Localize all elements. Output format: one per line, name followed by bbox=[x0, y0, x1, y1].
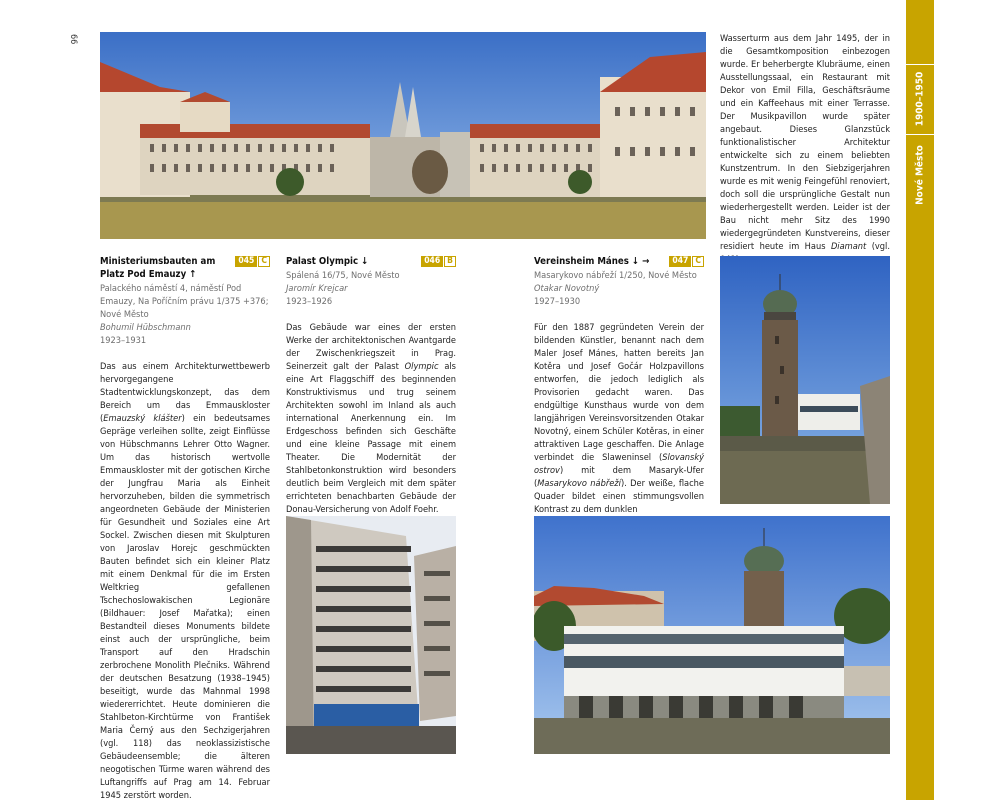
entry-047-architect: Otakar Novotný bbox=[534, 283, 600, 294]
entry-047-badge-number: 047 bbox=[669, 256, 691, 267]
continuation-i1: Diamant bbox=[830, 241, 867, 252]
entry-046-body-i1: Olympic bbox=[404, 361, 439, 372]
photo-ministry-buildings bbox=[100, 32, 706, 239]
entry-047-body bbox=[534, 321, 704, 516]
entry-047-badge bbox=[669, 256, 704, 267]
entry-046-badge bbox=[421, 256, 456, 267]
entry-045-body-p1: Das aus einem Architekturwettbewerb hervorgegangene Stadtentwicklungskonzept, das dem Bereich um das Emmauskloster ( bbox=[100, 361, 270, 424]
section-years-tab bbox=[906, 64, 934, 135]
entry-045-address-line1: Palackého náměstí 4, náměstí Pod bbox=[100, 283, 242, 294]
entry-045-badge bbox=[235, 256, 270, 267]
section-years-label: 1900–1950 bbox=[914, 71, 926, 127]
entry-047-body-i1: Slovanský ostrov bbox=[534, 452, 704, 476]
entry-047-body-p2: ) mit dem Masaryk-Ufer ( bbox=[534, 465, 704, 489]
entry-047-body-i2: Masarykovo nábřeží bbox=[537, 478, 621, 489]
entry-046-body bbox=[286, 321, 456, 516]
entry-046-badge-letter: B bbox=[444, 256, 456, 267]
entry-045-body-i1: Emauzský klášter bbox=[103, 413, 182, 424]
continuation-p1: Wasserturm aus dem Jahr 1495, der in die Gesamtkomposition einbezogen wurde. Er beherbergte Klubräume, einen Ausstellungssaal, ein Restaurant mit Dekor von Emil Filla, Geschäftsräume und ein Kaffeehaus mit einer Terrasse. Der Musikpavillon wurde später angebaut. Dieses Glanzstück funktionalistischer Architektur entwickelte sich zu einem beliebten Kunstzentrum. In den Siebzigerjahren wurde es mit wenig Feingefühl renoviert, doch soll die ursprüngliche Gestalt nun wiederhergestellt werden. Leider ist der Bau nicht mehr Sitz des 1990 wiedergegründeten Kunstvereins, dieser residiert heute im Haus bbox=[720, 33, 890, 252]
entry-046-badge-number: 046 bbox=[421, 256, 443, 267]
entry-045-badge-number: 045 bbox=[235, 256, 257, 267]
entry-045-architect: Bohumil Hübschmann bbox=[100, 322, 191, 333]
entry-047-years: 1927–1930 bbox=[534, 296, 581, 307]
photo-manes-building bbox=[534, 516, 890, 754]
entry-045-body bbox=[100, 360, 270, 802]
entry-046-body-p1: Das Gebäude war eines der ersten Werke der architektonischen Avantgarde der Zwischenkriegszeit in Prag. Seinerzeit galt der Palast bbox=[286, 322, 456, 372]
entry-047-continuation bbox=[720, 32, 890, 266]
photo-palast-olympic bbox=[286, 516, 456, 754]
section-sidebar bbox=[906, 0, 934, 800]
entry-047-title: Vereinsheim Mánes ↓ → bbox=[534, 256, 650, 267]
entry-046-body-p2: als eine Art Flaggschiff des beginnenden Konstruktivismus und trug seinem Architekten sowohl im Inland als auch international Anerkennung ein. Im Erdgeschoss befinden sich Geschäfte und eine kleine Passage mit einem Theater. Die Modernität der Stahlbetonkonstruktion wird besonders deutlich beim Vergleich mit dem später errichteten benachbarten Gebäude der Donau-Versicherung von Adolf Foehr. bbox=[286, 361, 456, 515]
entry-045-address-line3: Nové Město bbox=[100, 309, 149, 320]
entry-046-architect: Jaromír Krejcar bbox=[286, 283, 348, 294]
left-page-number: 66 bbox=[68, 34, 78, 45]
entry-046-address: Spálená 16/75, Nové Město bbox=[286, 270, 400, 281]
entry-045-title-line2: Platz Pod Emauzy ↑ bbox=[100, 268, 197, 280]
entry-045-body-p2: ) ein bedeutsames Gepräge verleihen sollte, zeigt Einflüsse von Hübschmanns Lehrer Otto Wagner. Um das historisch wertvolle Emmauskloster mit der gotischen Kirche der Jungfrau Maria als Einheit hervorzuheben, bilden die symmetrisch angeordneten Gebäude der Ministerien für Gesundheit und Soziales eine Art Sockel. Zwischen diesen mit Skulpturen von Jaroslav Horejc geschmückten Bauten befindet sich ein kleiner Platz mit einem Denkmal für die im Ersten Weltkrieg gefallenen Tschechoslowakischen Legionäre (Bildhauer: Josef Mařatka); einen Bestandteil dieses Monuments bildete einst auch der ursprüngliche, beim Transport auf den Hradschin zerbrochene Monolith Plečniks. Während der deutschen Besatzung (1938–1945) beseitigt, wurde das Mahnmal 1998 wiedererrichtet. Heute dominieren die Stahlbeton-Kirchtürme von František Maria Černý aus den Sechzigerjahren (vgl. 118) das neoklassizistische Gebäudeensemble; die älteren neogotischen Türme waren während des Luftangriffs auf Prag am 14. Februar 1945 zerstört worden. bbox=[100, 413, 270, 801]
entry-047-badge-letter: C bbox=[692, 256, 704, 267]
entry-045 bbox=[100, 256, 270, 802]
entry-045-years: 1923–1931 bbox=[100, 335, 147, 346]
entry-047 bbox=[534, 256, 704, 516]
section-district-tab bbox=[906, 135, 934, 215]
entry-046-title: Palast Olympic ↓ bbox=[286, 256, 369, 267]
entry-046-years: 1923–1926 bbox=[286, 296, 333, 307]
entry-047-address: Masarykovo nábřeží 1/250, Nové Město bbox=[534, 270, 697, 281]
entry-045-title-line1: Ministeriumsbauten am bbox=[100, 256, 216, 267]
section-district-label: Nové Město bbox=[914, 145, 926, 205]
entry-047-body-p3: ). Der weiße, flache Quader bildet einen stimmungsvollen Kontrast zu dem dunklen bbox=[534, 478, 704, 515]
entry-045-badge-letter: C bbox=[258, 256, 270, 267]
entry-045-address-line2: Emauzy, Na Poříčním právu 1/375 +376; bbox=[100, 296, 269, 307]
entry-047-body-p1: Für den 1887 gegründeten Verein der bildenden Künstler, benannt nach dem Maler Josef Mánes, hatten bereits Jan Kotěra und Josef Gočár Holzpavillons entworfen, die jedoch lediglich als Provisorien gedacht waren. Das endgültige Kunsthaus wurde von dem langjährigen Vereinsvorsitzenden Otakar Novotný, einem Schüler Kotěras, in einer attraktiven Lage geschaffen. Die Anlage verbindet die Slaweninsel ( bbox=[534, 322, 704, 463]
entry-046 bbox=[286, 256, 456, 516]
photo-water-tower bbox=[720, 256, 890, 504]
continuation-p2: (vgl. bbox=[871, 241, 890, 252]
